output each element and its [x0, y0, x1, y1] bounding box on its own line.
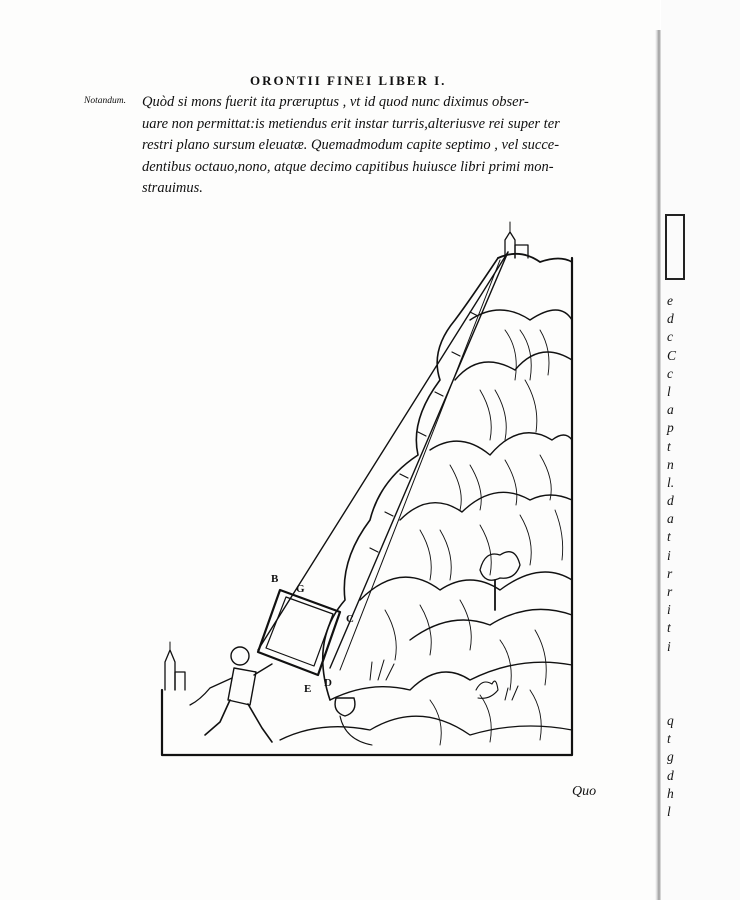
- fragment-line: a: [667, 402, 674, 418]
- running-header: ORONTII FINEI LIBER I.: [250, 73, 447, 88]
- label-E: E: [304, 683, 312, 695]
- fragment-line: t: [667, 731, 671, 747]
- fragment-line: p: [667, 420, 674, 436]
- fragment-line: d: [667, 311, 674, 327]
- fragment-line: i: [667, 638, 671, 654]
- margin-note: Notandum.: [84, 96, 126, 106]
- fragment-line: a: [667, 511, 674, 527]
- fragment-line: q: [667, 713, 674, 728]
- woodcut-illustration: [150, 215, 580, 760]
- fragment-line: l: [667, 383, 671, 399]
- text-fragment-lower: [667, 712, 674, 821]
- fragment-line: n: [667, 456, 674, 472]
- body-line: strauimus.: [142, 180, 203, 196]
- body-line: uare non permittat:is metiendus erit instar turris,alteriusve rei super ter: [142, 115, 560, 132]
- fragment-line: d: [667, 493, 674, 509]
- fragment-line: g: [667, 749, 674, 765]
- fragment-line: t: [667, 438, 671, 454]
- fragment-line: e: [667, 293, 673, 308]
- fragment-line: r: [667, 584, 673, 599]
- label-C: C: [346, 613, 354, 625]
- fragment-line: d: [667, 767, 674, 783]
- body-line: Quòd si mons fuerit ita præruptus , vt id quod nunc diximus obser-: [142, 94, 529, 110]
- fragment-line: i: [667, 547, 671, 563]
- catchword: Quo: [572, 784, 597, 799]
- label-D: D: [324, 677, 332, 689]
- body-line: dentibus octauo,nono, atque decimo capitibus huiusce libri primi mon-: [142, 158, 554, 175]
- fragment-line: l: [667, 803, 671, 819]
- text-fragment-upper: [667, 292, 676, 656]
- body-line: restri plano sursum eleuatæ. Quemadmodum capite septimo , vel succe-: [142, 137, 560, 153]
- body-paragraph: [142, 92, 612, 200]
- fragment-line: c: [667, 365, 673, 381]
- book-page-right-fragment: [661, 0, 740, 900]
- fragment-line: C: [667, 347, 677, 363]
- fragment-line: h: [667, 785, 674, 801]
- fragment-line: r: [667, 565, 673, 581]
- fragment-line: l.: [667, 474, 675, 490]
- fragment-line: i: [667, 602, 671, 618]
- label-G: G: [296, 583, 305, 595]
- fragment-line: c: [667, 329, 673, 345]
- figure-fragment: [665, 214, 685, 280]
- label-B: B: [271, 573, 279, 585]
- fragment-line: t: [667, 529, 671, 545]
- fragment-line: t: [667, 620, 671, 636]
